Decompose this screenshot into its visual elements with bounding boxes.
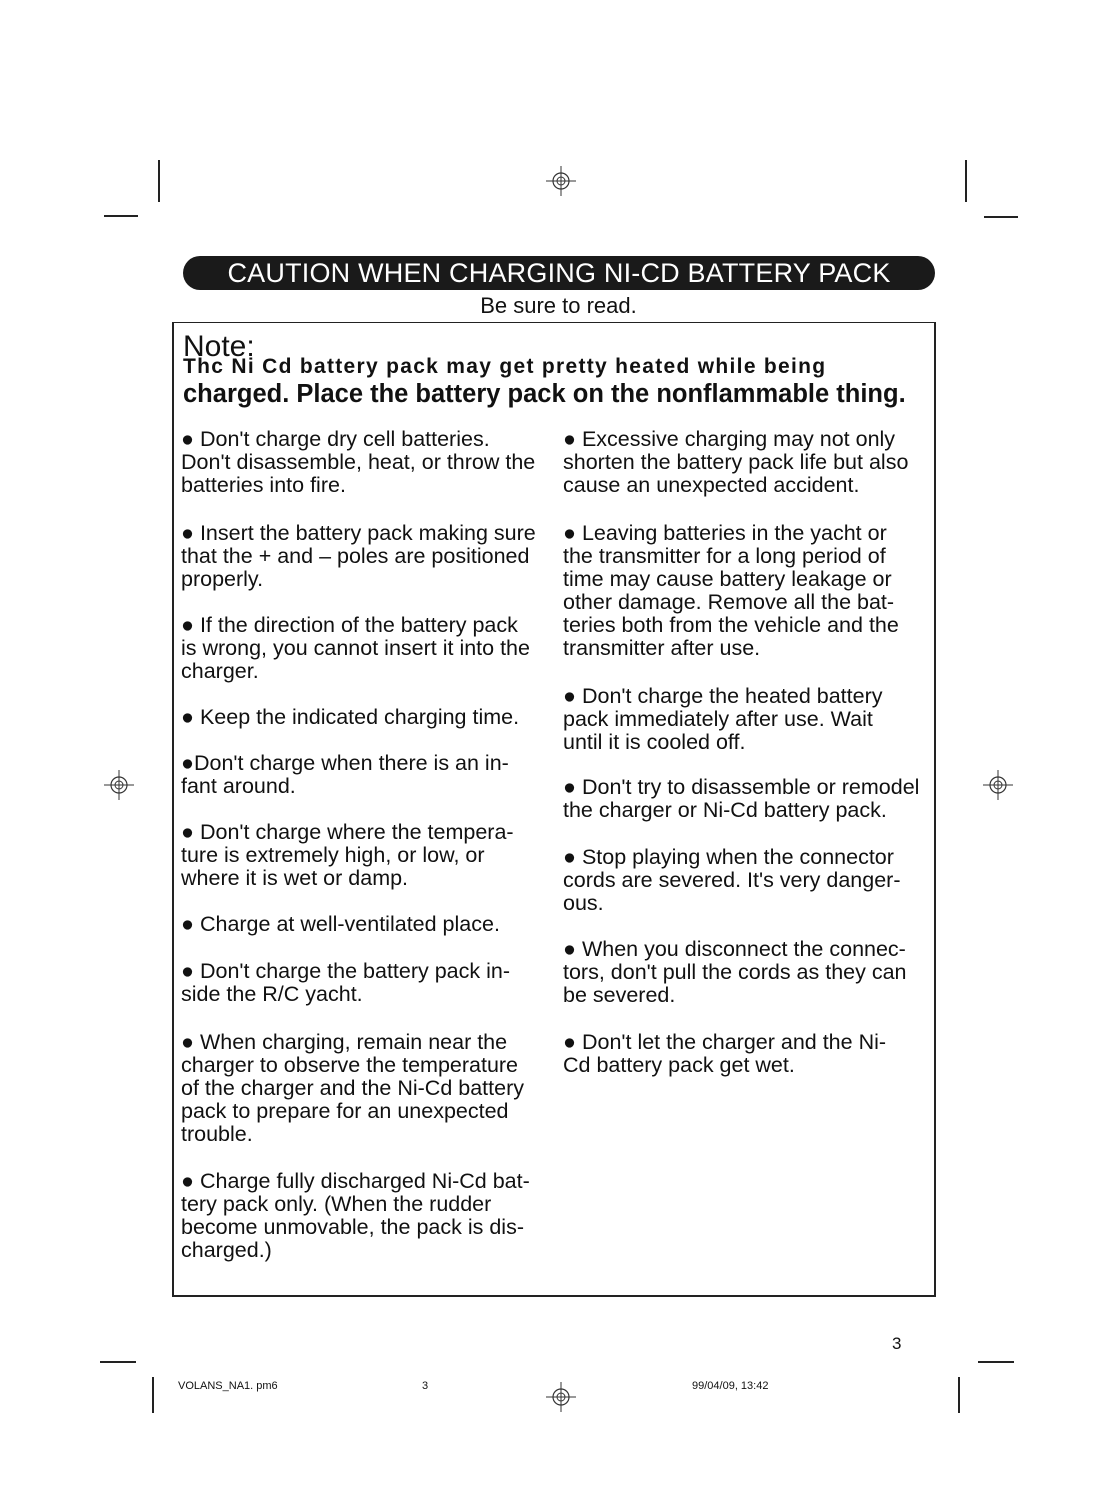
item-line: the transmitter for a long period of [563, 544, 886, 568]
left-caution-item [181, 522, 536, 591]
crop-mark [158, 160, 160, 202]
note-line-1: Thc Ni Cd battery pack may get pretty heated while being [183, 355, 827, 378]
item-line: ● Insert the battery pack making sure [181, 521, 536, 545]
footer-page: 3 [422, 1380, 429, 1392]
item-line: cords are severed. It's very danger- [563, 868, 901, 892]
left-caution-item [181, 960, 510, 1006]
caution-banner: CAUTION WHEN CHARGING NI-CD BATTERY PACK [183, 256, 935, 290]
item-line: other damage. Remove all the bat- [563, 590, 895, 614]
item-line: properly. [181, 567, 264, 591]
note-line-2: charged. Place the battery pack on the nonflammable thing. [183, 380, 906, 408]
item-line: teries both from the vehicle and the [563, 613, 899, 637]
item-line: ● Keep the indicated charging time. [181, 705, 520, 729]
page-subtitle: Be sure to read. [480, 293, 637, 318]
left-caution-item [181, 821, 514, 890]
crop-mark [978, 1361, 1014, 1363]
item-line: transmitter after use. [563, 636, 761, 660]
registration-mark-icon [104, 770, 134, 800]
note-title: Note: [183, 330, 255, 363]
item-line: ● Leaving batteries in the yacht or [563, 521, 887, 545]
right-caution-item [563, 846, 901, 915]
registration-mark-icon [983, 770, 1013, 800]
item-line: ● Don't charge the battery pack in- [181, 959, 511, 983]
item-line: ture is extremely high, or low, or [181, 843, 485, 867]
left-caution-item [181, 752, 509, 798]
right-caution-item [563, 428, 908, 497]
crop-mark [104, 215, 138, 217]
item-line: charged.) [181, 1238, 272, 1262]
item-line: trouble. [181, 1122, 253, 1146]
registration-mark-icon [546, 166, 576, 196]
item-line: Cd battery pack get wet. [563, 1053, 795, 1077]
item-line: tery pack only. (When the rudder [181, 1192, 492, 1216]
crop-mark [152, 1377, 154, 1413]
left-caution-item [181, 1170, 530, 1262]
footer-filename: VOLANS_NA1. pm6 [178, 1380, 278, 1392]
right-caution-item [563, 522, 899, 660]
item-line: ● Excessive charging may not only [563, 427, 896, 451]
right-caution-item [563, 1031, 886, 1077]
item-line: charger. [181, 659, 259, 683]
item-line: pack immediately after use. Wait [563, 707, 873, 731]
right-caution-item [563, 685, 883, 754]
item-line: ● If the direction of the battery pack [181, 613, 518, 637]
item-line: of the charger and the Ni-Cd battery [181, 1076, 524, 1100]
item-line: Don't disassemble, heat, or throw the [181, 450, 536, 474]
left-caution-item [181, 614, 530, 683]
item-line: become unmovable, the pack is dis- [181, 1215, 524, 1239]
item-line: charger to observe the temperature [181, 1053, 519, 1077]
item-line: tors, don't pull the cords as they can [563, 960, 907, 984]
crop-mark [965, 160, 967, 202]
left-caution-item [181, 428, 535, 497]
item-line: cause an unexpected accident. [563, 473, 860, 497]
item-line: ● Don't try to disassemble or remodel [563, 775, 920, 799]
item-line: ● Stop playing when the connector [563, 845, 894, 869]
item-line: where it is wet or damp. [181, 866, 409, 890]
crop-mark [958, 1377, 960, 1413]
item-line: batteries into fire. [181, 473, 346, 497]
page-number: 3 [892, 1334, 902, 1353]
item-line: be severed. [563, 983, 676, 1007]
item-line: ● Don't charge where the tempera- [181, 820, 514, 844]
item-line: ●Don't charge when there is an in- [181, 751, 509, 775]
item-line: pack to prepare for an unexpected [181, 1099, 509, 1123]
crop-mark [100, 1361, 136, 1363]
item-line: ous. [563, 891, 604, 915]
left-caution-item [181, 706, 519, 729]
item-line: the charger or Ni-Cd battery pack. [563, 798, 887, 822]
item-line: ● Charge fully discharged Ni-Cd bat- [181, 1169, 530, 1193]
item-line: ● Don't charge the heated battery [563, 684, 883, 708]
left-caution-item [181, 913, 500, 936]
item-line: ● When you disconnect the connec- [563, 937, 906, 961]
right-caution-item [563, 776, 919, 822]
item-line: side the R/C yacht. [181, 982, 363, 1006]
item-line: ● When charging, remain near the [181, 1030, 508, 1054]
crop-mark [984, 216, 1018, 218]
registration-mark-icon [546, 1382, 576, 1412]
item-line: fant around. [181, 774, 296, 798]
item-line: ● Don't charge dry cell batteries. [181, 427, 490, 451]
item-line: ● Don't let the charger and the Ni- [563, 1030, 887, 1054]
footer-timestamp: 99/04/09, 13:42 [692, 1380, 769, 1392]
item-line: is wrong, you cannot insert it into the [181, 636, 530, 660]
item-line: until it is cooled off. [563, 730, 746, 754]
left-caution-item [181, 1031, 524, 1146]
item-line: that the + and – poles are positioned [181, 544, 530, 568]
item-line: shorten the battery pack life but also [563, 450, 909, 474]
right-caution-item [563, 938, 907, 1007]
item-line: ● Charge at well-ventilated place. [181, 912, 500, 936]
item-line: time may cause battery leakage or [563, 567, 892, 591]
